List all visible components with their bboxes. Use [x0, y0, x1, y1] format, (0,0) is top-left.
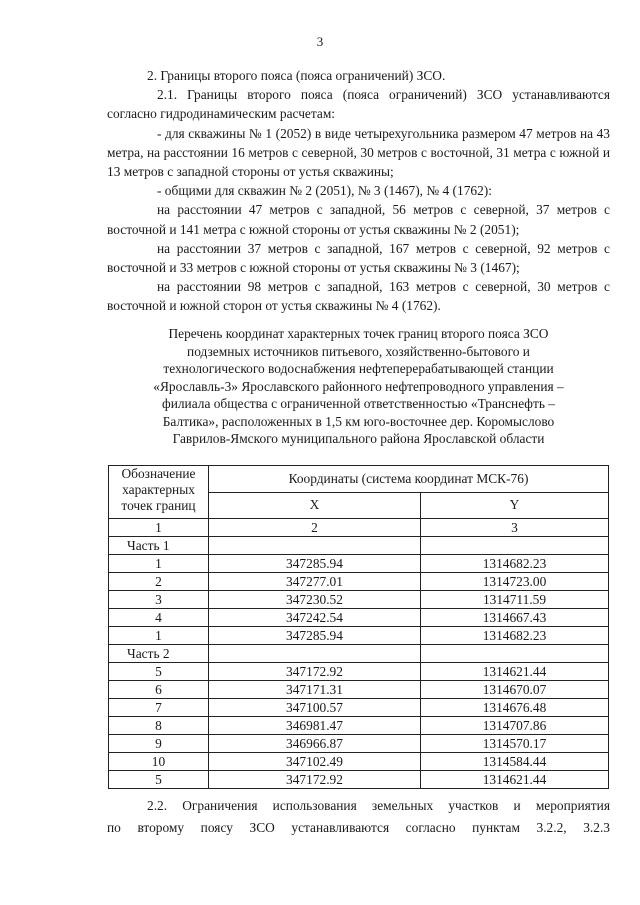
x-coordinate-cell: 347102.49: [209, 753, 421, 771]
table-row: [109, 573, 609, 591]
table-row: [109, 771, 609, 789]
column-number: 1: [109, 519, 209, 537]
table-row: [109, 717, 609, 735]
x-coordinate-cell: 347100.57: [209, 699, 421, 717]
x-header: X: [209, 492, 421, 519]
section-title: 2. Границы второго пояса (пояса ограничений) ЗСО.: [147, 68, 446, 83]
point-designation-header: Обозначение характерных точек границ: [109, 466, 209, 519]
well-3-boundary: на расстоянии 37 метров с западной, 167 метров с северной, 92 метров с восточной и 33 метров с южной стороны от устья скважины № 3 (1467);: [107, 240, 610, 276]
heading-line: Гаврилов-Ямского муниципального района Ярославской области: [172, 431, 545, 446]
table-header-row: [109, 466, 609, 493]
y-coordinate-cell: 1314621.44: [421, 663, 609, 681]
table-row: [109, 609, 609, 627]
heading-line: Перечень координат характерных точек границ второго пояса ЗСО: [168, 326, 549, 341]
point-cell: 8: [109, 717, 209, 735]
x-coordinate-cell: 346981.47: [209, 717, 421, 735]
empty-cell: [209, 645, 421, 663]
y-coordinate-cell: 1314670.07: [421, 681, 609, 699]
point-cell: 3: [109, 591, 209, 609]
x-coordinate-cell: 347171.31: [209, 681, 421, 699]
y-coordinate-cell: 1314584.44: [421, 753, 609, 771]
page-number: 3: [316, 34, 324, 49]
table-heading: [107, 325, 610, 448]
y-coordinate-cell: 1314570.17: [421, 735, 609, 753]
table-row: [109, 753, 609, 771]
y-coordinate-cell: 1314682.23: [421, 555, 609, 573]
empty-cell: [209, 537, 421, 555]
table-row: [109, 627, 609, 645]
well-1-boundary: - для скважины № 1 (2052) в виде четырехугольника размером 47 метров на 43 метра, на расстоянии 16 метров с северной, 30 метров с восточной, 31 метра с южной и 13 метров с западной стороны от устья скважины;: [107, 125, 610, 180]
y-coordinate-cell: 1314707.86: [421, 717, 609, 735]
x-coordinate-cell: 347285.94: [209, 555, 421, 573]
point-cell: 5: [109, 663, 209, 681]
heading-line: Балтика», расположенных в 1,5 км юго-восточнее дер. Коромыслово: [162, 413, 555, 429]
part-header-row: [109, 645, 609, 663]
table-row: [109, 663, 609, 681]
table-row: [109, 591, 609, 609]
column-number-row: [109, 519, 609, 537]
point-cell: 10: [109, 753, 209, 771]
table-row: [109, 735, 609, 753]
common-wells-intro: - общими для скважин № 2 (2051), № 3 (1467), № 4 (1762):: [157, 183, 492, 199]
y-coordinate-cell: 1314621.44: [421, 771, 609, 789]
heading-line: подземных источников питьевого, хозяйственно-бытового и: [187, 343, 530, 359]
point-cell: 5: [109, 771, 209, 789]
empty-cell: [421, 537, 609, 555]
section-body: [107, 66, 610, 316]
table-row: [109, 681, 609, 699]
empty-cell: [421, 645, 609, 663]
point-cell: 6: [109, 681, 209, 699]
x-coordinate-cell: 347172.92: [209, 663, 421, 681]
coordinates-header: Координаты (система координат МСК-76): [209, 466, 609, 493]
y-header: Y: [421, 492, 609, 519]
x-coordinate-cell: 347172.92: [209, 771, 421, 789]
y-coordinate-cell: 1314723.00: [421, 573, 609, 591]
x-coordinate-cell: 347230.52: [209, 591, 421, 609]
x-coordinate-cell: 347285.94: [209, 627, 421, 645]
point-cell: 1: [109, 627, 209, 645]
table-row: [109, 699, 609, 717]
y-coordinate-cell: 1314676.48: [421, 699, 609, 717]
coordinates-table: [108, 465, 609, 789]
heading-line: филиала общества с ограниченной ответственностью «Транснефть –: [162, 396, 555, 411]
column-number: 2: [209, 519, 421, 537]
part-label: Часть 1: [109, 537, 209, 555]
part-header-row: [109, 537, 609, 555]
well-2-boundary: на расстоянии 47 метров с западной, 56 метров с северной, 37 метров с восточной и 141 метра с южной стороны от устья скважины № 2 (2051);: [107, 202, 610, 237]
point-cell: 4: [109, 609, 209, 627]
column-number: 3: [421, 519, 609, 537]
y-coordinate-cell: 1314711.59: [421, 591, 609, 609]
section-2-2: [107, 795, 610, 839]
point-cell: 7: [109, 699, 209, 717]
y-coordinate-cell: 1314667.43: [421, 609, 609, 627]
heading-line: «Ярославль-3» Ярославского районного нефтепроводного управления –: [153, 378, 564, 394]
part-label: Часть 2: [109, 645, 209, 663]
x-coordinate-cell: 347277.01: [209, 573, 421, 591]
x-coordinate-cell: 347242.54: [209, 609, 421, 627]
restrictions-line-2: по второму поясу ЗСО устанавливаются согласно пунктам 3.2.2, 3.2.3: [107, 820, 610, 835]
point-cell: 1: [109, 555, 209, 573]
point-cell: 9: [109, 735, 209, 753]
point-cell: 2: [109, 573, 209, 591]
table-row: [109, 555, 609, 573]
x-coordinate-cell: 346966.87: [209, 735, 421, 753]
paragraph-2-1: 2.1. Границы второго пояса (пояса ограничений) ЗСО устанавливаются согласно гидродинамическим расчетам:: [107, 87, 610, 122]
heading-line: технологического водоснабжения нефтеперерабатывающей станции: [163, 361, 554, 376]
y-coordinate-cell: 1314682.23: [421, 627, 609, 645]
restrictions-line-1: 2.2. Ограничения использования земельных участков и мероприятия: [147, 798, 610, 813]
well-4-boundary: на расстоянии 98 метров с западной, 163 метров с северной, 30 метров с восточной и южной сторон от устья скважины № 4 (1762).: [107, 279, 610, 314]
